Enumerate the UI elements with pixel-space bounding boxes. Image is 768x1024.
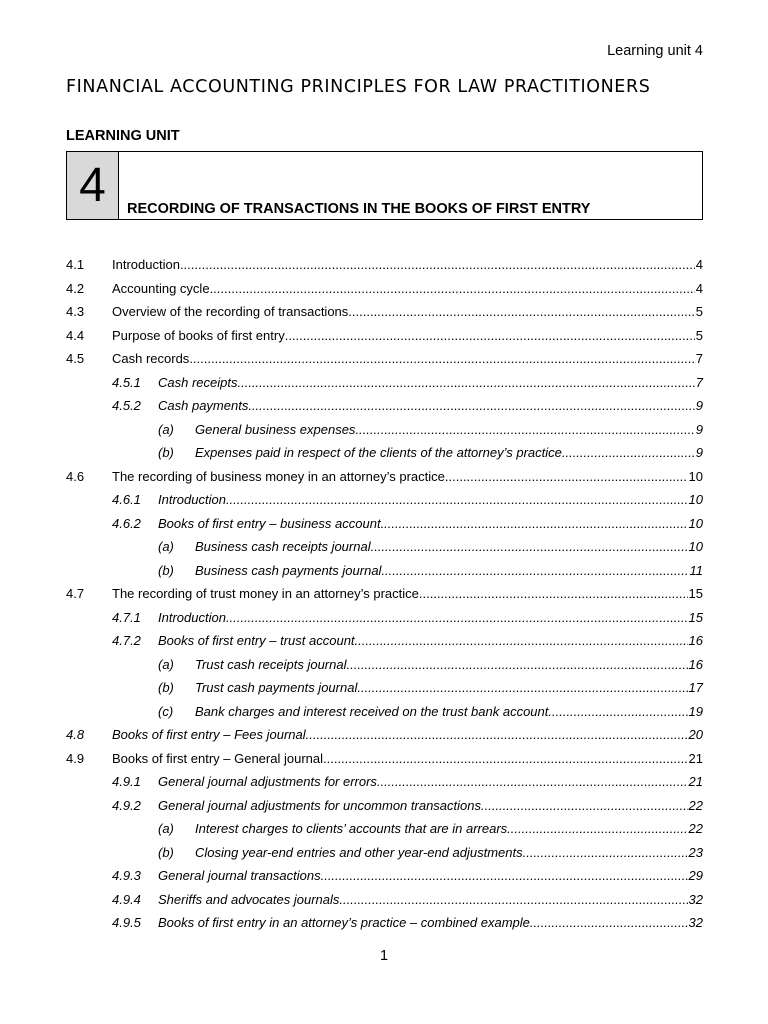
toc-dot-leader xyxy=(189,351,694,366)
table-of-contents xyxy=(66,257,703,939)
toc-entry-number: 4.9.1 xyxy=(112,774,141,789)
toc-dot-leader xyxy=(381,563,688,578)
toc-entry-page: 10 xyxy=(688,492,703,507)
toc-entry-label: Cash receipts xyxy=(158,374,238,390)
toc-entry xyxy=(66,398,703,422)
toc-entry xyxy=(66,539,703,563)
toc-dot-leader xyxy=(237,375,694,390)
toc-entry-page: 10 xyxy=(688,539,703,554)
toc-entry-label: Purpose of books of first entry xyxy=(112,327,285,343)
toc-entry xyxy=(66,563,703,587)
toc-entry-page: 4 xyxy=(695,257,703,272)
toc-entry-page: 15 xyxy=(688,586,703,601)
toc-entry-page: 16 xyxy=(688,656,703,672)
toc-entry-label: General journal adjustments for errors xyxy=(158,774,377,789)
toc-entry-number: (a) xyxy=(158,421,174,437)
toc-entry xyxy=(66,845,703,869)
toc-entry xyxy=(66,821,703,845)
toc-entry-number: 4.9.5 xyxy=(112,915,141,930)
toc-dot-leader xyxy=(357,680,687,695)
toc-entry-number: (b) xyxy=(158,844,174,860)
toc-entry-number: 4.6.1 xyxy=(112,492,141,507)
toc-entry-number: 4.6 xyxy=(66,468,85,484)
toc-entry-page: 9 xyxy=(695,398,703,413)
toc-entry-number: 4.5 xyxy=(66,351,85,366)
toc-entry-label: Business cash payments journal xyxy=(195,562,382,578)
toc-dot-leader xyxy=(419,586,688,601)
toc-dot-leader xyxy=(226,610,688,625)
toc-dot-leader xyxy=(226,492,688,507)
toc-dot-leader xyxy=(371,539,688,554)
toc-dot-leader xyxy=(481,798,688,813)
toc-entry-page: 21 xyxy=(688,750,703,766)
toc-entry-label: General business expenses xyxy=(195,421,356,437)
toc-entry-number: 4.7 xyxy=(66,586,85,601)
toc-entry-label: Introduction xyxy=(112,257,180,272)
toc-entry-page: 9 xyxy=(695,421,703,437)
toc-entry xyxy=(66,610,703,634)
toc-entry xyxy=(66,868,703,892)
toc-dot-leader xyxy=(306,727,688,742)
toc-entry-label: Cash records xyxy=(112,351,190,366)
toc-entry-number: 4.7.2 xyxy=(112,633,141,648)
toc-entry-page: 22 xyxy=(688,821,703,836)
toc-entry-number: (a) xyxy=(158,539,174,554)
toc-dot-leader xyxy=(285,328,695,343)
toc-entry-label: Business cash receipts journal xyxy=(195,539,371,554)
toc-entry-label: Interest charges to clients’ accounts that are in arrears xyxy=(195,821,508,836)
toc-entry-label: Sheriffs and advocates journals xyxy=(158,891,340,907)
toc-entry xyxy=(66,257,703,281)
toc-entry-label: Trust cash payments journal xyxy=(195,680,358,695)
toc-entry-label: Introduction xyxy=(158,609,226,625)
toc-dot-leader xyxy=(347,657,688,672)
toc-entry-label: Books of first entry – business account xyxy=(158,515,381,531)
toc-entry-label: Accounting cycle xyxy=(112,280,210,296)
toc-entry-label: Overview of the recording of transactions xyxy=(112,304,349,319)
toc-entry-page: 4 xyxy=(695,280,703,296)
toc-dot-leader xyxy=(339,892,687,907)
toc-dot-leader xyxy=(377,774,688,789)
toc-entry-page: 10 xyxy=(688,468,703,484)
unit-title: RECORDING OF TRANSACTIONS IN THE BOOKS OF FIRST ENTRY xyxy=(127,201,591,217)
toc-entry-page: 19 xyxy=(688,703,703,719)
toc-entry xyxy=(66,586,703,610)
toc-entry xyxy=(66,492,703,516)
toc-entry xyxy=(66,915,703,939)
toc-entry-label: Cash payments xyxy=(158,398,249,413)
toc-entry-number: 4.9.2 xyxy=(112,797,141,813)
toc-entry-page: 7 xyxy=(695,351,703,366)
toc-dot-leader xyxy=(210,281,695,296)
toc-entry-label: Closing year-end entries and other year-end adjustments xyxy=(195,844,523,860)
toc-entry xyxy=(66,727,703,751)
toc-entry-number: (c) xyxy=(158,703,174,719)
toc-dot-leader xyxy=(355,422,694,437)
toc-dot-leader xyxy=(180,257,695,272)
toc-entry-number: 4.7.1 xyxy=(112,609,141,625)
toc-dot-leader xyxy=(348,304,694,319)
toc-entry-number: 4.1 xyxy=(66,257,85,272)
toc-entry-page: 15 xyxy=(688,609,703,625)
toc-dot-leader xyxy=(355,633,688,648)
toc-entry-number: 4.2 xyxy=(66,280,85,296)
toc-dot-leader xyxy=(530,915,688,930)
toc-entry-label: Trust cash receipts journal xyxy=(195,656,347,672)
toc-entry-label: General journal adjustments for uncommon transactions xyxy=(158,797,481,813)
toc-entry-number: (b) xyxy=(158,562,174,578)
toc-entry xyxy=(66,351,703,375)
toc-dot-leader xyxy=(321,868,688,883)
toc-entry xyxy=(66,445,703,469)
toc-entry-number: (b) xyxy=(158,680,174,695)
page-number: 1 xyxy=(379,948,389,964)
toc-entry xyxy=(66,774,703,798)
toc-entry xyxy=(66,657,703,681)
toc-entry-page: 21 xyxy=(688,774,703,789)
toc-entry xyxy=(66,516,703,540)
toc-entry xyxy=(66,375,703,399)
toc-entry-number: 4.5.2 xyxy=(112,398,141,413)
toc-entry-label: Expenses paid in respect of the clients of the attorney’s practice xyxy=(195,445,562,460)
toc-entry-label: Books of first entry – trust account xyxy=(158,633,355,648)
toc-entry-page: 7 xyxy=(695,374,703,390)
toc-entry-label: General journal transactions xyxy=(158,868,321,883)
toc-entry-number: (b) xyxy=(158,445,174,460)
toc-entry xyxy=(66,633,703,657)
toc-entry-label: Books of first entry – Fees journal xyxy=(112,727,306,742)
document-title: FINANCIAL ACCOUNTING PRINCIPLES FOR LAW PRACTITIONERS xyxy=(66,77,651,97)
toc-entry-page: 11 xyxy=(689,562,703,578)
toc-entry xyxy=(66,469,703,493)
running-header: Learning unit 4 xyxy=(607,43,703,59)
toc-entry-page: 22 xyxy=(688,797,703,813)
toc-entry xyxy=(66,892,703,916)
toc-entry-label: Bank charges and interest received on the trust bank account xyxy=(195,703,549,719)
toc-entry xyxy=(66,281,703,305)
toc-dot-leader xyxy=(523,845,688,860)
toc-entry xyxy=(66,328,703,352)
toc-entry-number: 4.9.4 xyxy=(112,891,141,907)
toc-entry-label: The recording of trust money in an attorney’s practice xyxy=(112,586,419,601)
toc-entry-page: 17 xyxy=(688,680,703,695)
toc-entry-number: (a) xyxy=(158,656,174,672)
toc-entry-number: 4.9 xyxy=(66,750,85,766)
toc-entry-number: 4.8 xyxy=(66,727,85,742)
toc-entry-label: Introduction xyxy=(158,492,226,507)
toc-entry-page: 5 xyxy=(695,304,703,319)
toc-dot-leader xyxy=(548,704,687,719)
toc-entry-label: Books of first entry in an attorney’s practice – combined example xyxy=(158,915,530,930)
toc-dot-leader xyxy=(562,445,695,460)
toc-dot-leader xyxy=(507,821,687,836)
toc-entry-page: 23 xyxy=(688,844,703,860)
toc-entry-number: 4.6.2 xyxy=(112,515,141,531)
toc-entry-page: 20 xyxy=(688,727,703,742)
toc-entry-number: 4.4 xyxy=(66,327,85,343)
toc-entry-number: 4.9.3 xyxy=(112,868,141,883)
toc-dot-leader xyxy=(323,751,688,766)
toc-entry-label: The recording of business money in an attorney’s practice xyxy=(112,468,445,484)
toc-entry xyxy=(66,751,703,775)
toc-entry-page: 29 xyxy=(688,868,703,883)
toc-entry xyxy=(66,798,703,822)
toc-entry xyxy=(66,304,703,328)
toc-entry xyxy=(66,680,703,704)
learning-unit-box xyxy=(66,151,703,220)
toc-entry-number: 4.3 xyxy=(66,304,85,319)
toc-entry-page: 16 xyxy=(688,633,703,648)
toc-entry-page: 9 xyxy=(695,445,703,460)
toc-dot-leader xyxy=(248,398,694,413)
toc-entry xyxy=(66,704,703,728)
toc-entry-label: Books of first entry – General journal xyxy=(112,750,323,766)
toc-entry xyxy=(66,422,703,446)
toc-entry-page: 10 xyxy=(688,515,703,531)
unit-number: 4 xyxy=(67,152,119,219)
toc-dot-leader xyxy=(445,469,688,484)
toc-entry-number: (a) xyxy=(158,821,174,836)
toc-dot-leader xyxy=(381,516,688,531)
toc-entry-page: 32 xyxy=(688,915,703,930)
toc-entry-page: 5 xyxy=(695,327,703,343)
toc-entry-number: 4.5.1 xyxy=(112,374,141,390)
learning-unit-label: LEARNING UNIT xyxy=(66,128,180,144)
toc-entry-page: 32 xyxy=(688,891,703,907)
